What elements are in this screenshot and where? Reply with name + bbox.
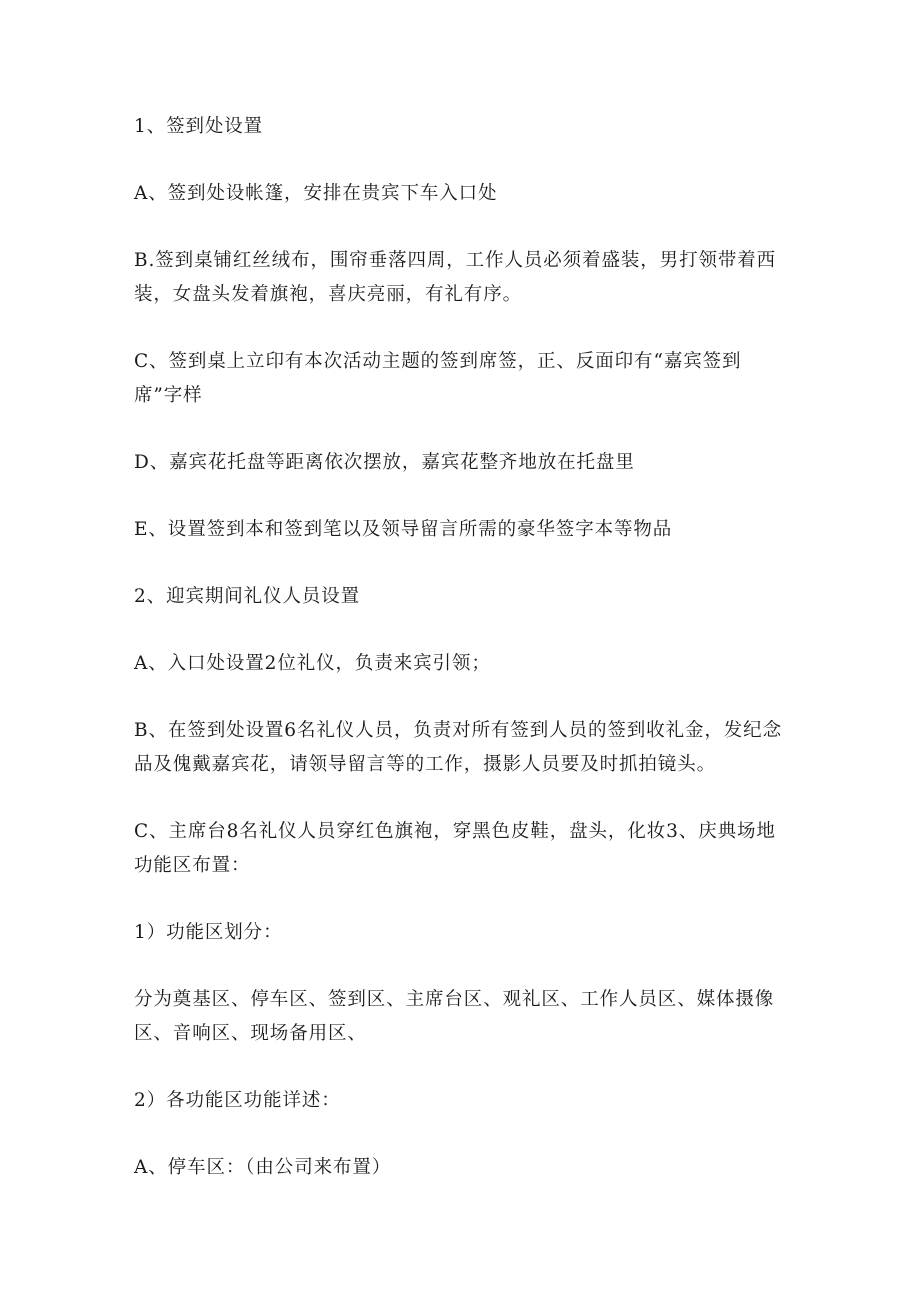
paragraph-zone-list: 分为奠基区、停车区、签到区、主席台区、观礼区、工作人员区、媒体摄像区、音响区、现场备用区、 xyxy=(134,989,775,1044)
paragraph-entrance-staff: A、入口处设置2位礼仪，负责来宾引领； xyxy=(134,653,491,674)
heading-zone-details: 2）各功能区功能详述： xyxy=(134,1090,341,1111)
document-body xyxy=(134,110,784,1218)
paragraph-table-sign: C、签到桌上立印有本次活动主题的签到席签，正、反面印有“嘉宾签到席”字样 xyxy=(134,351,742,406)
paragraph-sign-book: E、设置签到本和签到笔以及领导留言所需的豪华签字本等物品 xyxy=(134,519,673,540)
paragraph-signin-staff: B、在签到处设置6名礼仪人员，负责对所有签到人员的签到收礼金，发纪念品及傀戴嘉宾花，请领导留言等的工作，摄影人员要及时抓拍镜头。 xyxy=(134,720,782,775)
paragraph-flower-tray: D、嘉宾花托盘等距离依次摆放，嘉宾花整齐地放在托盘里 xyxy=(134,452,635,473)
paragraph-tent: A、签到处设帐篷，安排在贵宾下车入口处 xyxy=(134,183,498,204)
heading-zone-division: 1）功能区划分： xyxy=(134,922,283,943)
paragraph-stage-staff: C、主席台8名礼仪人员穿红色旗袍，穿黑色皮鞋，盘头，化妆3、庆典场地功能区布置： xyxy=(134,821,776,876)
paragraph-table-cloth: B.签到桌铺红丝绒布，围帘垂落四周，工作人员必须着盛装，男打领带着西装，女盘头发着旗袍，喜庆亮丽，有礼有序。 xyxy=(134,250,777,305)
heading-signin-setup: 1、签到处设置 xyxy=(134,116,264,137)
paragraph-parking-zone: A、停车区：（由公司来布置） xyxy=(134,1157,392,1178)
heading-etiquette-staff: 2、迎宾期间礼仪人员设置 xyxy=(134,586,361,607)
